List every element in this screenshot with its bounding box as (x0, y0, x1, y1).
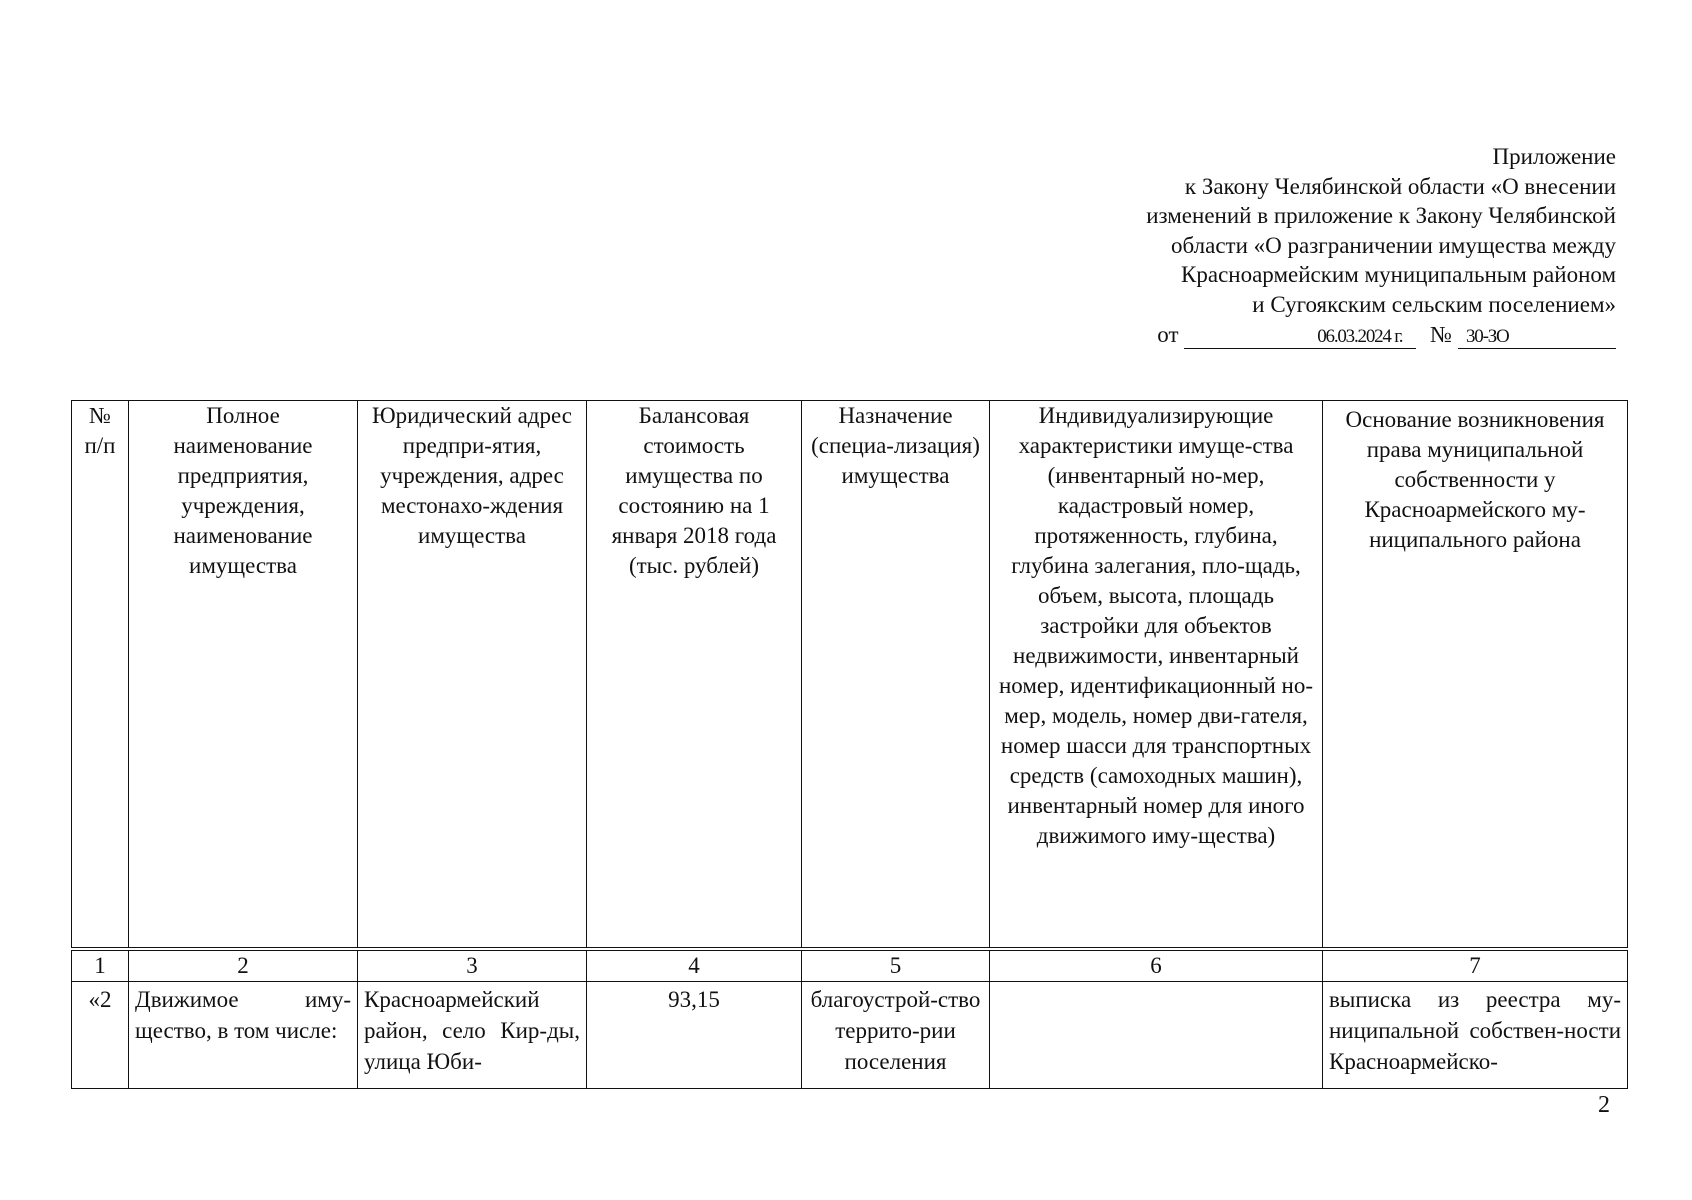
header-value: Балансовая стоимость имущества по состоянию на 1 января 2018 года (тыс. рублей) (587, 401, 802, 950)
column-number: 2 (129, 949, 358, 982)
table-header-row (72, 401, 1628, 950)
column-number: 1 (72, 949, 129, 982)
header-purpose: Назначение (специа-лизация) имущества (802, 401, 990, 950)
appendix-line-4: Красноармейским муниципальным районом (1181, 262, 1616, 288)
column-number: 7 (1323, 949, 1628, 982)
law-date-line (1016, 320, 1616, 350)
law-date: 06.03.2024 г. (1184, 326, 1416, 349)
column-number: 6 (990, 949, 1323, 982)
column-number-row (72, 949, 1628, 982)
row-address: Красноармейский район, село Кир-ды, улица Юби- (358, 982, 587, 1089)
header-basis: Основание возникновения права муниципальной собственности у Красноармейского му-ниципального района (1323, 401, 1628, 950)
column-number: 5 (802, 949, 990, 982)
row-basis: выписка из реестра му-ниципальной собствен-ности Красноармейско- (1323, 982, 1628, 1089)
appendix-header (1016, 142, 1616, 349)
law-number: 30-ЗО (1458, 326, 1616, 349)
appendix-line-2: изменений в приложение к Закону Челябинской (1146, 203, 1616, 229)
table-row (72, 982, 1628, 1089)
from-label: от (1157, 321, 1179, 347)
header-characteristics: Индивидуализирующие характеристики имуще-ства (инвентарный но-мер, кадастровый номер, протяженность, глубина, глубина залегания, пло-щадь, объем, высота, площадь застройки для объектов недвижимости, инвентарный номер, идентификационный но-мер, модель, номер дви-гателя, номер шасси для транспортных средств (самоходных машин), инвентарный номер для иного движимого иму-щества) (990, 401, 1323, 950)
appendix-line-3: области «О разграничении имущества между (1171, 232, 1616, 258)
page-number: 2 (1598, 1092, 1610, 1118)
header-address: Юридический адрес предпри-ятия, учреждения, адрес местонахо-ждения имущества (358, 401, 587, 950)
property-table (71, 400, 1628, 1089)
appendix-line-5: и Сугоякским сельским поселением» (1252, 291, 1616, 317)
column-number: 4 (587, 949, 802, 982)
row-purpose: благоустрой-ство террито-рии поселения (802, 982, 990, 1089)
appendix-line-1: к Закону Челябинской области «О внесении (1184, 173, 1616, 199)
row-name: Движимое иму-щество, в том числе: (129, 982, 358, 1089)
row-num: «2 (72, 982, 129, 1089)
column-number: 3 (358, 949, 587, 982)
row-characteristics (990, 982, 1323, 1089)
header-name: Полное наименование предприятия, учреждения, наименование имущества (129, 401, 358, 950)
header-num: № п/п (72, 401, 129, 950)
appendix-title: Приложение (1492, 144, 1616, 169)
row-value: 93,15 (587, 982, 802, 1089)
number-label: № (1430, 321, 1452, 347)
